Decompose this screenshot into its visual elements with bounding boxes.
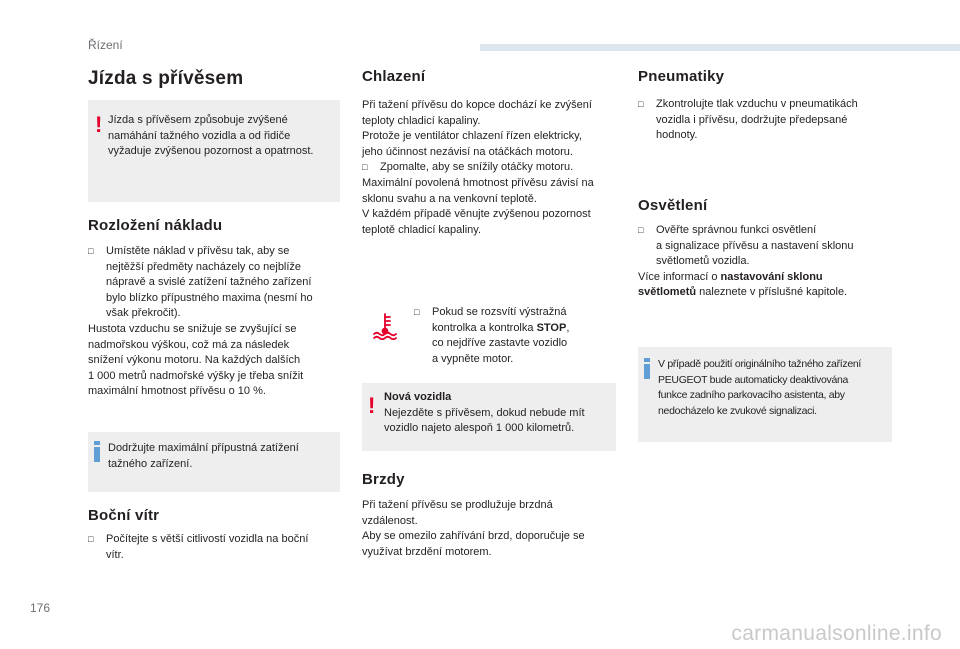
info-icon — [94, 441, 100, 462]
bullet-square-icon: □ — [362, 162, 368, 173]
temperature-bullet: □ Pokud se rozsvítí výstražná kontrolka a kontrolka STOP, co nejdříve zastavte vozidlo a vypněte motor. — [414, 306, 570, 365]
temperature-section — [414, 305, 614, 367]
lights-section: □ Ověřte správnou funkci osvětlení a signalizace přívěsu a nastavení sklonu světlometů vozidla. Více informací o nastavování sklonu světlometů naleznete v příslušné kapitole. — [638, 223, 892, 301]
info-box-load — [88, 432, 340, 492]
bullet-square-icon: □ — [88, 534, 94, 544]
warning-box-intro — [88, 100, 340, 202]
load-text: Hustota vzduchu se snižuje se zvyšující se nadmořskou výškou, což má za následek snížení výkonu motoru. Na každých dalších 1 000 metrů nadmořské výšky je třeba snížit maximální hmotnost přívěsu o 10 %. — [88, 322, 304, 398]
brakes-section: Při tažení přívěsu se prodlužuje brzdná vzdálenost. Aby se omezilo zahřívání brzd, doporučuje se využívat brzdění motorem. — [362, 499, 585, 558]
lights-title: Osvětlení — [638, 197, 708, 214]
bullet-square-icon: □ — [414, 307, 420, 317]
info-box-parking — [638, 347, 892, 442]
bullet-square-icon: □ — [88, 246, 94, 256]
info-parking-text: V případě použití originálního tažného zařízení PEUGEOT bude automaticky deaktivována funkce zadního parkovacího asistenta, aby nedocházelo ke zvukové signalizaci. — [658, 358, 862, 417]
wind-bullet: □ Počítejte s větší citlivostí vozidla na boční vítr. — [88, 533, 309, 561]
load-bullet: □ Umístěte náklad v přívěsu tak, aby se nejtěžší předměty nacházely co nejblíže nápravě a svislé zatížení tažného zařízení bylo blízko přípustného maxima (nesmí ho však překročit). — [88, 245, 313, 320]
header-section-label: Řízení — [88, 38, 123, 52]
warning-intro-text: Jízda s přívěsem způsobuje zvýšené namáhání tažného vozidla a od řidiče vyžaduje zvýšenou pozornost a opatrnost. — [108, 114, 314, 158]
tires-section — [638, 97, 892, 144]
lights-bullet: □ Ověřte správnou funkci osvětlení a signalizace přívěsu a nastavení sklonu světlometů vozidla. — [638, 224, 854, 268]
wind-title: Boční vítr — [88, 507, 160, 524]
wind-section — [88, 532, 340, 563]
page-title: Jízda s přívěsem — [88, 68, 244, 89]
warning-icon: ! — [368, 393, 376, 418]
warning-icon: ! — [95, 112, 103, 137]
info-icon — [644, 358, 650, 379]
load-title: Rozložení nákladu — [88, 217, 223, 234]
watermark: carmanualsonline.info — [731, 622, 942, 645]
coolant-temperature-warning-icon — [372, 312, 398, 340]
info-load-text: Dodržujte maximální přípustná zatížení tažného zařízení. — [108, 442, 299, 470]
tires-bullet: □ Zkontrolujte tlak vzduchu v pneumatikách vozidla i přívěsu, dodržujte předepsané hodnoty. — [638, 98, 858, 142]
cooling-bullet: □ Zpomalte, aby se snížily otáčky motoru. — [362, 160, 616, 176]
cooling-title: Chlazení — [362, 68, 426, 85]
warning-box-new-car — [362, 383, 616, 451]
bullet-square-icon: □ — [638, 99, 644, 109]
cooling-section: Při tažení přívěsu do kopce dochází ke zvýšení teploty chladicí kapaliny. Protože je ventilátor chlazení řízen elektricky, jeho účinnost nezávisí na otáčkách motoru. □ Zpomalte, aby se snížily otáčky motoru. Maximální povolená hmotnost přívěsu závisí na sklonu svahu a na venkovní teplotě. V každém případě věnujte zvýšenou pozornost teplotě chladicí kapaliny. — [362, 98, 616, 238]
page-number: 176 — [30, 601, 51, 615]
brakes-title: Brzdy — [362, 471, 405, 488]
header-bar — [480, 44, 960, 51]
new-car-text: Nová vozidla Nejezděte s přívěsem, dokud nebude mít vozidlo najeto alespoň 1 000 kilometrů. — [384, 391, 585, 435]
tires-title: Pneumatiky — [638, 68, 725, 85]
load-section — [88, 244, 340, 400]
bullet-square-icon: □ — [638, 225, 644, 235]
